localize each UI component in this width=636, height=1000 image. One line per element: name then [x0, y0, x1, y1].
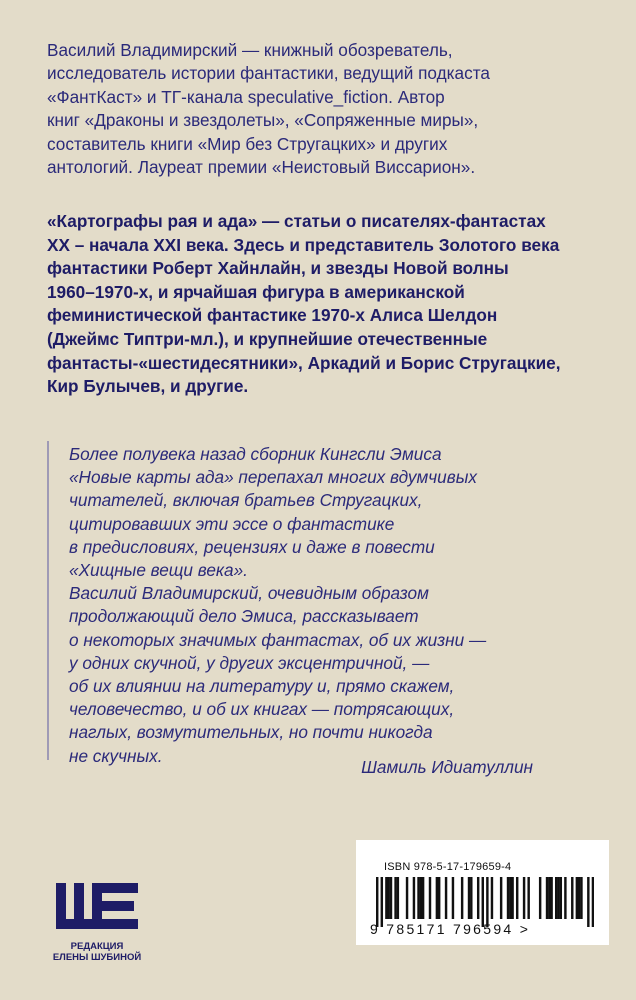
barcode-box: [356, 840, 609, 945]
author-bio: Василий Владимирский — книжный обозреватель, исследователь истории фантастики, ведущий подкаста «ФантКаст» и ТГ-канала speculative_fiction. Автор книг «Драконы и звездолеты», «Сопряженные миры», составитель книги «Мир без Стругацких» и других антологий. Лауреат премии «Неистовый Виссарион».: [47, 40, 490, 178]
barcode-bar: [576, 877, 578, 919]
barcode-bar: [516, 877, 518, 919]
barcode-bar: [461, 877, 463, 919]
isbn-text: ISBN 978-5-17-179659-4: [384, 861, 512, 873]
barcode-bar: [482, 877, 484, 927]
barcode-bar: [560, 877, 562, 919]
barcode-bar: [527, 877, 529, 919]
barcode-bar: [381, 877, 383, 927]
barcode-bar: [571, 877, 573, 919]
barcode-bar: [397, 877, 399, 919]
barcode-bar: [468, 877, 470, 919]
barcode-bar: [413, 877, 415, 919]
barcode-bar: [436, 877, 438, 919]
quote-text: Более полувека назад сборник Кингсли Эмиса «Новые карты ада» перепахал многих вдумчивых читателей, включая братьев Стругацких, цитировавших эти эссе о фантастике в предисловиях, рецензиях и даже в повести «Хищные вещи века». Василий Владимирский, очевидным образом продолжающий дело Эмиса, рассказывает о некоторых значимых фантастах, об их жизни — у одних скучной, у других эксцентричной, — об их влиянии на литературу и, прямо скажем, человечество, и об их книгах — потрясающих, наглых, возмутительных, но почти никогда не скучных.: [69, 444, 487, 766]
barcode-bar: [555, 877, 557, 919]
publisher-caption: РЕДАКЦИЯ ЕЛЕНЫ ШУБИНОЙ: [52, 941, 142, 963]
barcode-bar: [592, 877, 594, 927]
barcode-digits: 9 785171 796594 >: [370, 921, 531, 937]
quote-rule: [47, 441, 49, 760]
barcode-bar: [550, 877, 552, 919]
barcode-bar: [438, 877, 440, 919]
barcode-bar: [580, 877, 582, 919]
barcode-bar: [564, 877, 566, 919]
barcode-bar: [390, 877, 392, 919]
barcode-bar: [445, 877, 447, 919]
barcode-bar: [500, 877, 502, 919]
barcode-bar: [587, 877, 589, 927]
barcode-bar: [394, 877, 396, 919]
barcode-bar: [486, 877, 488, 927]
barcode-bar: [420, 877, 422, 919]
barcode-bar: [385, 877, 387, 919]
barcode-bar: [557, 877, 559, 919]
barcode-bar: [507, 877, 509, 919]
barcode-bar: [523, 877, 525, 919]
barcode-bars: [376, 877, 594, 927]
barcode-bar: [417, 877, 419, 919]
barcode-bar: [539, 877, 541, 919]
ше-monogram-icon: [56, 883, 138, 939]
barcode-bar: [406, 877, 408, 919]
quote-author: Шамиль Идиатуллин: [361, 757, 533, 777]
barcode-bar: [429, 877, 431, 919]
barcode-bar: [578, 877, 580, 919]
barcode-bar: [491, 877, 493, 919]
barcode-bar: [376, 877, 378, 927]
barcode-bar: [422, 877, 424, 919]
barcode-bar: [387, 877, 389, 919]
barcode-bar: [470, 877, 472, 919]
barcode-bar: [548, 877, 550, 919]
barcode-bar: [546, 877, 548, 919]
barcode-bar: [477, 877, 479, 919]
book-description: «Картографы рая и ада» — статьи о писателях-фантастах XX – начала XXI века. Здесь и представитель Золотого века фантастики Роберт Хайнлайн, и звезды Новой волны 1960–1970-х, и ярчайшая фигура в американской феминистической фантастике 1970-х Алиса Шелдон (Джеймс Типтри-мл.), и крупнейшие отечественные фантасты-«шестидесятники», Аркадий и Борис Стругацкие, Кир Булычев, и другие.: [47, 211, 561, 397]
barcode-bar: [509, 877, 511, 919]
barcode-bar: [452, 877, 454, 919]
publisher-logo: [47, 883, 147, 973]
barcode-bar: [511, 877, 513, 919]
